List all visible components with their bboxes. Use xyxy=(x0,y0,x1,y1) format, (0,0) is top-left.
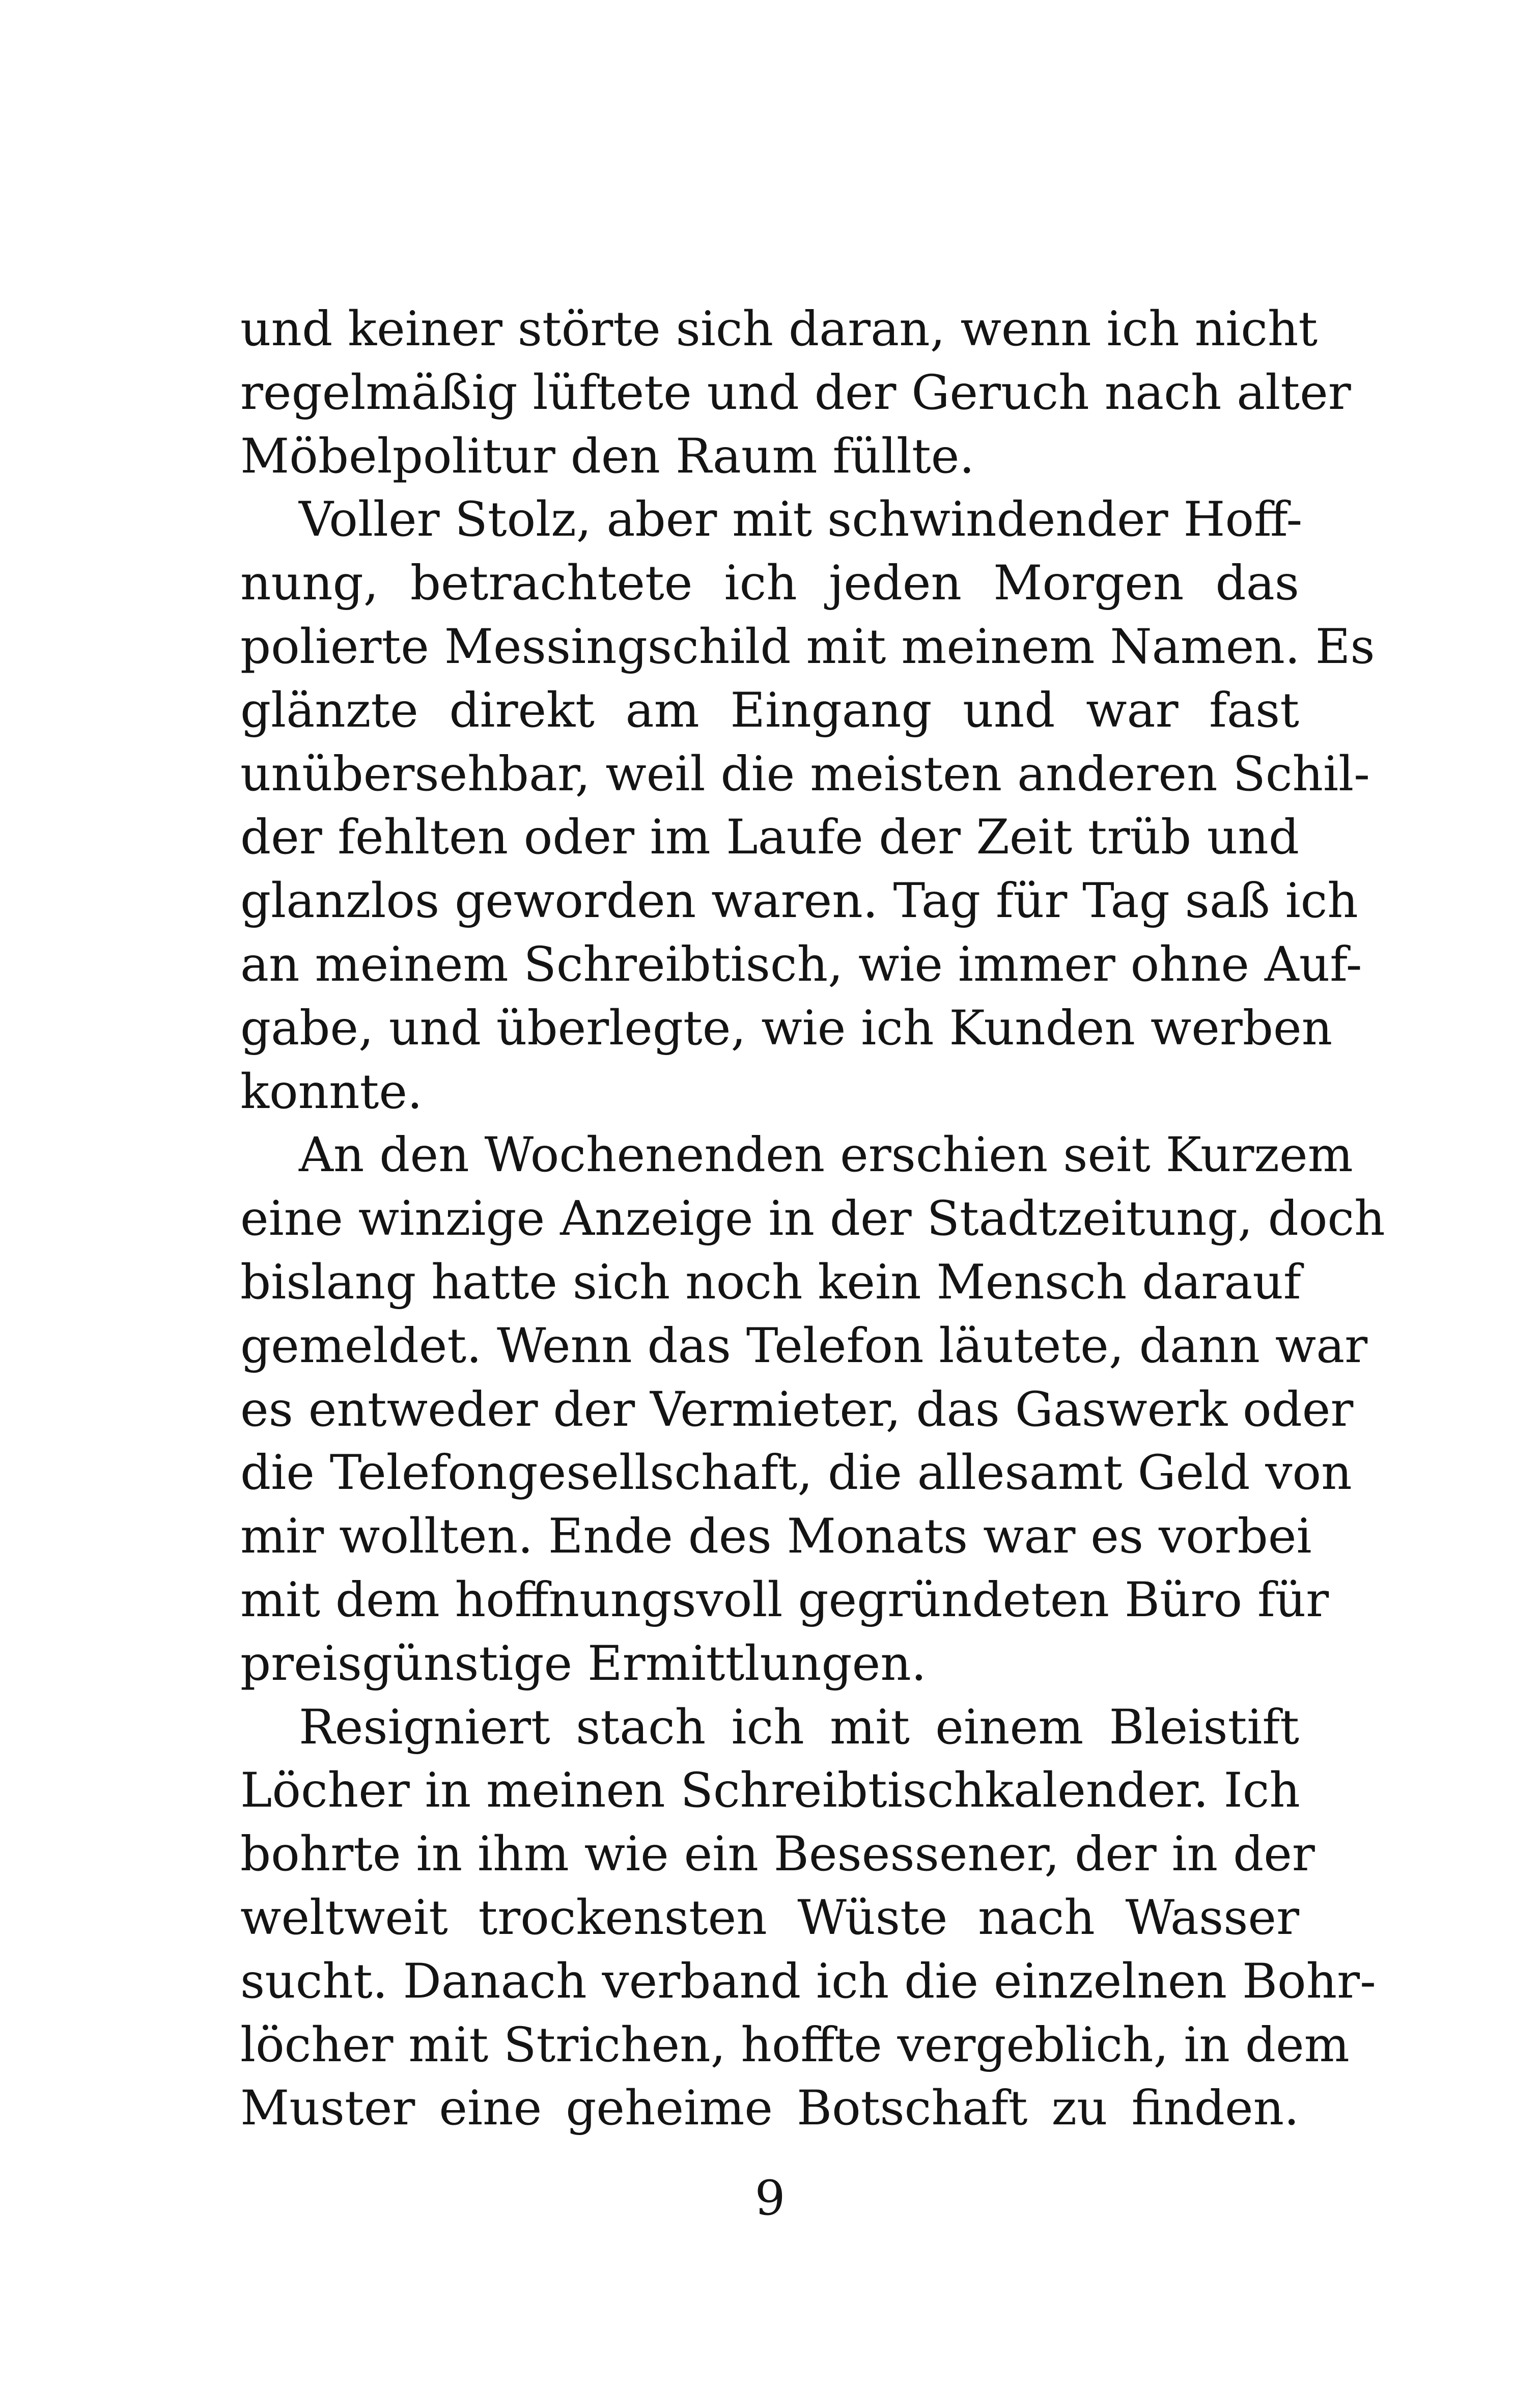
text-line: Voller Stolz, aber mit schwindender Hoff- xyxy=(299,492,1303,548)
text-line: nung, betrachtete ich jeden Morgen das xyxy=(240,556,1299,612)
text-line: an meinem Schreibtisch, wie immer ohne Auf- xyxy=(240,936,1362,992)
text-line: gemeldet. Wenn das Telefon läutete, dann war xyxy=(240,1318,1368,1374)
text-line: mit dem hoffnungsvoll gegründeten Büro für xyxy=(240,1572,1329,1628)
text-line: mir wollten. Ende des Monats war es vorbei xyxy=(240,1509,1312,1565)
text-line: es entweder der Vermieter, das Gaswerk oder xyxy=(240,1381,1354,1437)
text-line: bislang hatte sich noch kein Mensch darauf xyxy=(240,1254,1301,1310)
text-line: An den Wochenenden erschien seit Kurzem xyxy=(299,1127,1353,1183)
text-line: die Telefongesellschaft, die allesamt Geld von xyxy=(240,1445,1352,1501)
text-line: konnte. xyxy=(240,1064,423,1120)
body-text xyxy=(240,298,1385,2141)
text-line: unübersehbar, weil die meisten anderen Schil- xyxy=(240,746,1370,802)
text-line: polierte Messingschild mit meinem Namen. Es xyxy=(240,619,1375,675)
text-line: Resigniert stach ich mit einem Bleistift xyxy=(299,1699,1299,1755)
text-line: glänzte direkt am Eingang und war fast xyxy=(240,682,1299,738)
text-line: Löcher in meinen Schreibtischkalender. Ich xyxy=(240,1763,1300,1819)
text-line: eine winzige Anzeige in der Stadtzeitung, doch xyxy=(240,1191,1385,1247)
page-number: 9 xyxy=(754,2171,786,2226)
text-line: Muster eine geheime Botschaft zu finden. xyxy=(240,2081,1299,2137)
text-line: glanzlos geworden waren. Tag für Tag saß ich xyxy=(240,873,1358,929)
text-line: bohrte in ihm wie ein Besessener, der in der xyxy=(240,1826,1315,1882)
text-line: Möbelpolitur den Raum füllte. xyxy=(240,428,975,484)
text-line: der fehlten oder im Laufe der Zeit trüb und xyxy=(240,810,1299,866)
text-line: löcher mit Strichen, hoffte vergeblich, in dem xyxy=(240,2017,1350,2073)
text-line: und keiner störte sich daran, wenn ich nicht xyxy=(240,301,1318,357)
text-line: gabe, und überlegte, wie ich Kunden werben xyxy=(240,1000,1333,1056)
text-line: weltweit trockensten Wüste nach Wasser xyxy=(240,1890,1299,1946)
text-line: preisgünstige Ermittlungen. xyxy=(240,1636,927,1692)
text-line: regelmäßig lüftete und der Geruch nach alter xyxy=(240,365,1351,421)
text-line: sucht. Danach verband ich die einzelnen Bohr- xyxy=(240,1953,1376,2009)
